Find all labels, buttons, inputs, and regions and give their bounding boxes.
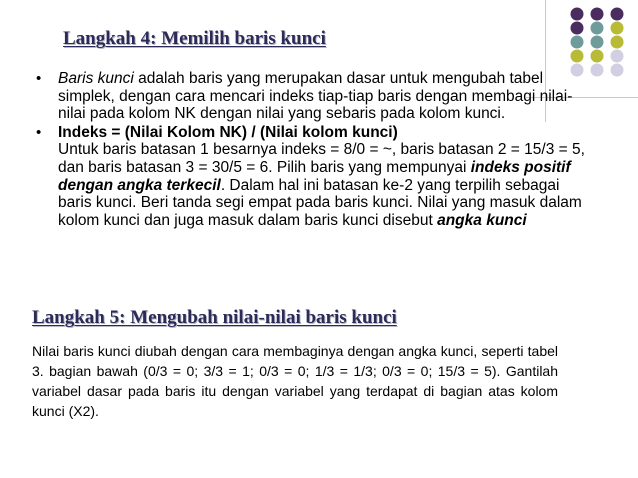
step-5-paragraph: Nilai baris kunci diubah dengan cara membaginya dengan angka kunci, seperti tabel 3. bagian bawah (0/3 = 0; 3/3 = 1; 0/3 = 0; 1/3 = 1/3; 0/3 = 0; 15/3 = 5). Gantilah variabel dasar pada baris itu dengan variabel yang terdapat di bagian atas kolom kunci (X2). (32, 343, 558, 419)
bullet-text: adalah baris yang merupakan dasar untuk mengubah tabel simplek, dengan cara mencari indeks tiap-tiap baris dengan membagi nilai-nilai pada kolom NK dengan nilai yang sebaris pada kolom kunci. (58, 70, 573, 123)
decor-dot (591, 22, 604, 35)
bullet-dot: • (36, 123, 42, 141)
decor-dot (571, 36, 584, 49)
bullet-item-indeks (36, 124, 596, 230)
decor-dot (611, 8, 624, 21)
term-baris-kunci: Baris kunci (58, 70, 134, 87)
decor-dot (571, 8, 584, 21)
decor-dot (611, 22, 624, 35)
decor-dot (591, 8, 604, 21)
decor-dot (611, 64, 624, 77)
emphasis-indeks-positif: indeks positif dengan angka terkecil (58, 158, 571, 194)
decor-dot (591, 36, 604, 49)
indeks-formula: Indeks = (Nilai Kolom NK) / (Nilai kolom kunci) (58, 123, 398, 141)
bullet-text: Untuk baris batasan 1 besarnya indeks = 8/0 = ~, baris batasan 2 = 15/3 = 5, dan baris batasan 3 = 30/5 = 6. Pilih baris yang mempunyai (58, 141, 585, 176)
decor-dot-grid (569, 6, 635, 78)
bullet-dot: • (36, 70, 42, 87)
emphasis-angka-kunci: angka kunci (437, 211, 527, 229)
decor-dot (611, 36, 624, 49)
slide-title-step-5: Langkah 5: Mengubah nilai-nilai baris kunci (32, 307, 397, 328)
bullet-item-baris-kunci (36, 70, 596, 123)
decor-dot (571, 22, 584, 35)
bullet-text: . Dalam hal ini batasan ke-2 yang terpilih sebagai baris kunci. Beri tanda segi empat pada baris kunci. Nilai yang masuk dalam kolom kunci dan juga masuk dalam baris kunci disebut (58, 176, 582, 229)
slide-title-step-4: Langkah 4: Memilih baris kunci (63, 28, 326, 49)
decor-dot (571, 50, 584, 63)
bullet-list (36, 70, 596, 229)
decor-dot (611, 50, 624, 63)
decor-dot (591, 50, 604, 63)
